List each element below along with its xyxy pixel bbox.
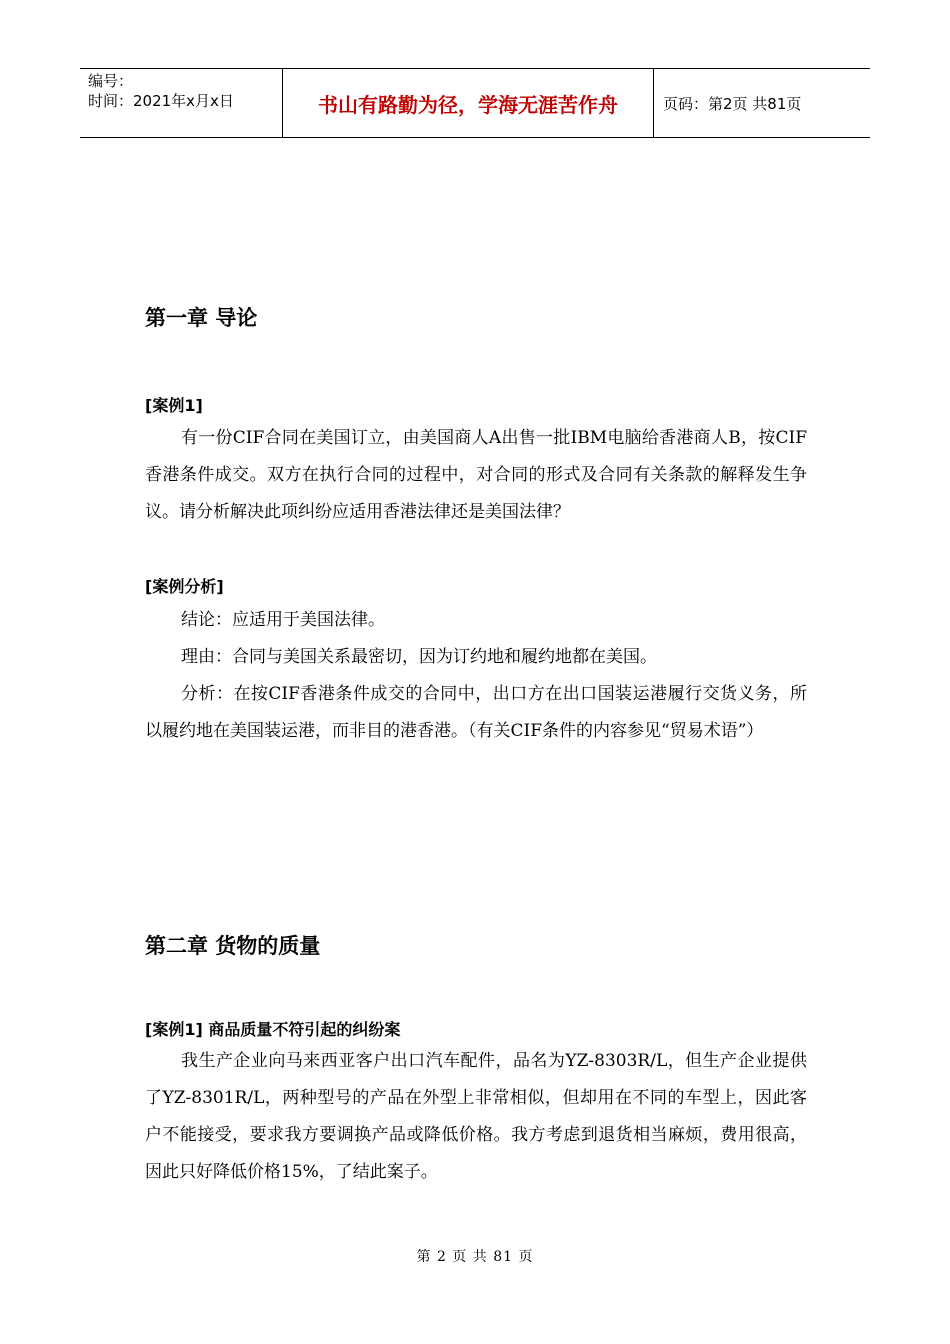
page-header bbox=[80, 68, 870, 138]
chapter2-case-heading: [案例1] 商品质量不符引起的纠纷案 bbox=[145, 1020, 401, 1039]
header-meta bbox=[80, 69, 282, 137]
chapter1-conclusion: 结论：应适用于美国法律。 bbox=[181, 610, 385, 630]
time-label: 时间：2021年x月x日 bbox=[88, 92, 234, 110]
chapter1-reason: 理由：合同与美国关系最密切，因为订约地和履约地都在美国。 bbox=[181, 647, 657, 667]
header-page-info: 页码：第2页 共81页 bbox=[663, 94, 802, 113]
header-motto: 书山有路勤为径，学海无涯苦作舟 bbox=[282, 69, 654, 137]
page-footer: 第 2 页 共 81 页 bbox=[416, 1249, 534, 1265]
chapter1-case-heading: [案例1] bbox=[145, 396, 203, 415]
chapter2-case-text: 我生产企业向马来西亚客户出口汽车配件，品名为YZ-8303R/L，但生产企业提供了YZ-8301R/L，两种型号的产品在外型上非常相似，但却用在不同的车型上，因此客户不能接受，要求我方要调换产品或降低价格。我方考虑到退货相当麻烦，费用很高，因此只好降低价格15%，了结此案子。 bbox=[145, 1051, 807, 1182]
chapter2-title: 第二章 货物的质量 bbox=[145, 934, 321, 958]
number-label: 编号： bbox=[88, 72, 134, 90]
chapter1-case-text: 有一份CIF合同在美国订立，由美国商人A出售一批IBM电脑给香港商人B，按CIF香港条件成交。双方在执行合同的过程中，对合同的形式及合同有关条款的解释发生争议。请分析解决此项纠纷应适用香港法律还是美国法律？ bbox=[145, 428, 807, 522]
chapter1-title: 第一章 导论 bbox=[145, 306, 258, 330]
chapter1-analysis-heading: [案例分析] bbox=[145, 577, 224, 596]
chapter1-analysis: 分析：在按CIF香港条件成交的合同中，出口方在出口国装运港履行交货义务，所以履约地在美国装运港，而非目的港香港。（有关CIF条件的内容参见“贸易术语”） bbox=[145, 684, 807, 741]
